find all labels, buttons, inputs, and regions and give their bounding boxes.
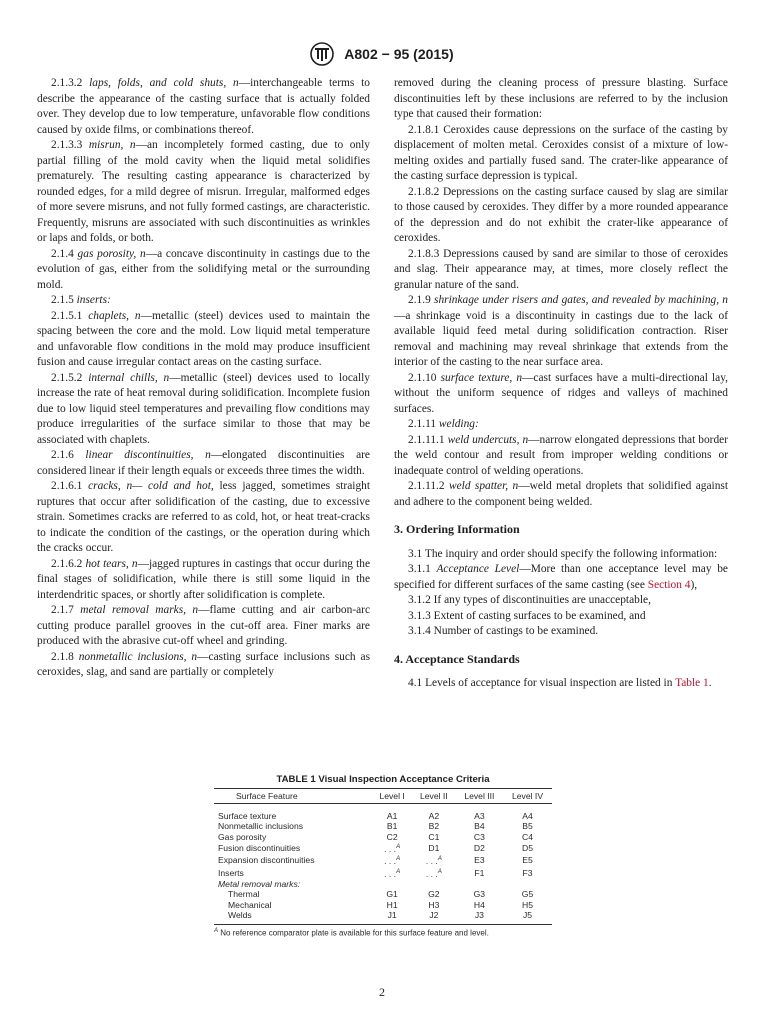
paragraph: 2.1.8.2 Depressions on the casting surface caused by slag are similar to those caused by ceroxides. They differ by a more rounded appearance of the depression and do not exhibit the crater-like appearance of ceroxides.: [394, 185, 728, 244]
table-title: TABLE 1 Visual Inspection Acceptance Criteria: [276, 774, 490, 785]
column-header: Level IV: [503, 789, 552, 804]
paragraph: 2.1.11.2 weld spatter, n—weld metal droplets that solidified against and adhere to the component being welded.: [394, 480, 728, 508]
section-heading: 3. Ordering Information: [394, 522, 520, 536]
table-row: Nonmetallic inclusions B1 B2 B4 B5: [218, 821, 533, 832]
page-number: 2: [379, 985, 385, 999]
paragraph: 2.1.5.1 chaplets, n—metallic (steel) devices used to maintain the spacing between the core and the mold. Low liquid metal temperature and unfavorable flow conditions in the mold may produce insufficient fusion and cause irregular contact areas on the casting surface.: [37, 309, 370, 368]
paragraph: 2.1.8 nonmetallic inclusions, n—casting surface inclusions such as ceroxides, slag, and sand are partially or completely: [37, 650, 370, 678]
table-row: Expansion discontinuities . . .$^A$ . . .$^A$ E3 E5: [218, 855, 533, 867]
table-row: Surface texture A1 A2 A3 A4: [218, 811, 533, 821]
section-link[interactable]: Section 4: [647, 578, 691, 591]
table-row: Gas porosity C2 C1 C3 C4: [218, 831, 534, 842]
paragraph: 3.1.1 Acceptance Level—More than one acceptance level may be specified for different surfaces of the same casting (see Section 4),: [394, 563, 728, 591]
table-row: Metal removal marks:: [218, 879, 301, 890]
paragraph: 3.1.2 If any types of discontinuities are unacceptable,: [408, 594, 651, 606]
page-header: [0, 42, 764, 66]
paragraph: 2.1.3.2 laps, folds, and cold shuts, n—interchangeable terms to describe the appearance of the casting surface that is actually folded over. They develop due to low temperature, unfavorable flow conditions caused by oxide films, or combinations thereof.: [37, 77, 370, 136]
paragraph: 2.1.9 shrinkage under risers and gates, and revealed by machining, n—a shrinkage void is a discontinuity in castings due to the lack of available liquid feed metal during solidification contraction. Riser removal and machining may reveal shrinkage that extends from the interior of the casting to the near surface area.: [394, 294, 728, 368]
paragraph: 2.1.11 welding:: [408, 418, 479, 430]
paragraph: 2.1.6.2 hot tears, n—jagged ruptures in castings that occur during the final stages of solidification, while there is still some liquid in the interdendritic spaces, or shortly after solidification is complete.: [37, 557, 370, 601]
paragraph: 2.1.5 inserts:: [51, 294, 111, 306]
paragraph: 2.1.6 linear discontinuities, n—elongated discontinuities are considered linear if their length equals or exceeds three times the width.: [37, 449, 370, 477]
paragraph: 3.1.3 Extent of casting surfaces to be examined, and: [408, 609, 646, 622]
paragraph: 2.1.5.2 internal chills, n—metallic (steel) devices used to locally increase the rate of heat removal during solidification. Incomplete fusion due to low liquid steel temperatures and prevailing flow conditions may produce irregularities of the surface similar to those that may be associated with chaplets.: [37, 371, 370, 446]
paragraph: 2.1.4 gas porosity, n—a concave discontinuity in castings due to the evolution of gas, either from the solidifying metal or the surrounding mold.: [37, 247, 370, 291]
paragraph: 3.1 The inquiry and order should specify the following information:: [408, 547, 718, 560]
paragraph: 3.1.4 Number of castings to be examined.: [408, 625, 599, 637]
paragraph: 2.1.8.3 Depressions caused by sand are similar to those of ceroxides and slag. Their appearance may, at times, more closely reflect the granular nature of the sand.: [394, 247, 728, 291]
column-header: Surface Feature: [214, 789, 372, 804]
left-column: [37, 76, 370, 681]
astm-logo-icon: [310, 42, 334, 66]
acceptance-table: [214, 774, 552, 937]
table-link[interactable]: Table 1: [675, 677, 709, 689]
paragraph: 2.1.7 metal removal marks, n—flame cutting and air carbon-arc cutting produce parallel grooves in the cut-off area. Finer marks are produced with the abrasive cut-off wheel and grinding.: [37, 604, 370, 647]
paragraph: removed during the cleaning process of pressure blasting. Surface discontinuities left by these inclusions are referred to by the inclusion type that caused their formation:: [394, 77, 728, 120]
paragraph: 4.1 Levels of acceptance for visual inspection are listed in Table 1.: [408, 677, 712, 689]
table-row: Inserts . . .$^A$ . . .$^A$ F1 F3: [218, 867, 533, 879]
section-heading: 4. Acceptance Standards: [394, 651, 520, 666]
table-row: Thermal G1 G2 G3 G5: [228, 889, 534, 900]
table-row: Mechanical H1 H3 H4 H5: [228, 899, 534, 910]
column-header: Level II: [412, 789, 456, 804]
criteria-table: [214, 788, 552, 925]
paragraph: 2.1.8.1 Ceroxides cause depressions on the surface of the casting by displacement of molten metal. Ceroxides consist of a mixture of low-melting oxides and partially fused sand. The crater-like appearance of the casting surface depression is typical.: [394, 123, 728, 182]
paragraph: 2.1.10 surface texture, n—cast surfaces have a multi-directional lay, without the uniform sequence of ridges and valleys of machined surfaces.: [394, 371, 728, 415]
column-header: Level III: [456, 789, 503, 804]
table-footnote: $^A$ No reference comparator plate is available for this surface feature and level.: [214, 927, 489, 938]
table-row: Fusion discontinuities . . .$^A$ D1 D2 D5: [218, 843, 534, 855]
paragraph: 2.1.11.1 weld undercuts, n—narrow elongated depressions that border the weld contour and result from improper welding conditions or inadequate control of welding operations.: [394, 433, 728, 477]
table-row: Welds J1 J2 J3 J5: [214, 910, 552, 924]
table-header-row: [214, 789, 552, 804]
column-header: Level I: [372, 789, 412, 804]
paragraph: 2.1.6.1 cracks, n— cold and hot, less jagged, sometimes straight ruptures that occur after solidification of the casting, due to excessive strain. Sometimes cracks are referred to as cold, hot, or heat treat-cracks to indicate the condition of the castings, or the operation during which the cracks occur.: [37, 480, 371, 554]
document-title: A802 − 95 (2015): [344, 46, 454, 62]
paragraph: 2.1.3.3 misrun, n—an incompletely formed casting, due to only partial filling of the mold cavity when the liquid metal solidifies prematurely. The resulting casting appearance is characterized by rounded edges, for a mild degree of misrun. Irregular, malformed edges of more severe misruns, and not fully formed castings, are characteristic. Frequently, misruns are associated with such discontinuities as wrinkles or laps and folds, or both.: [37, 139, 370, 244]
right-column: [394, 76, 728, 692]
